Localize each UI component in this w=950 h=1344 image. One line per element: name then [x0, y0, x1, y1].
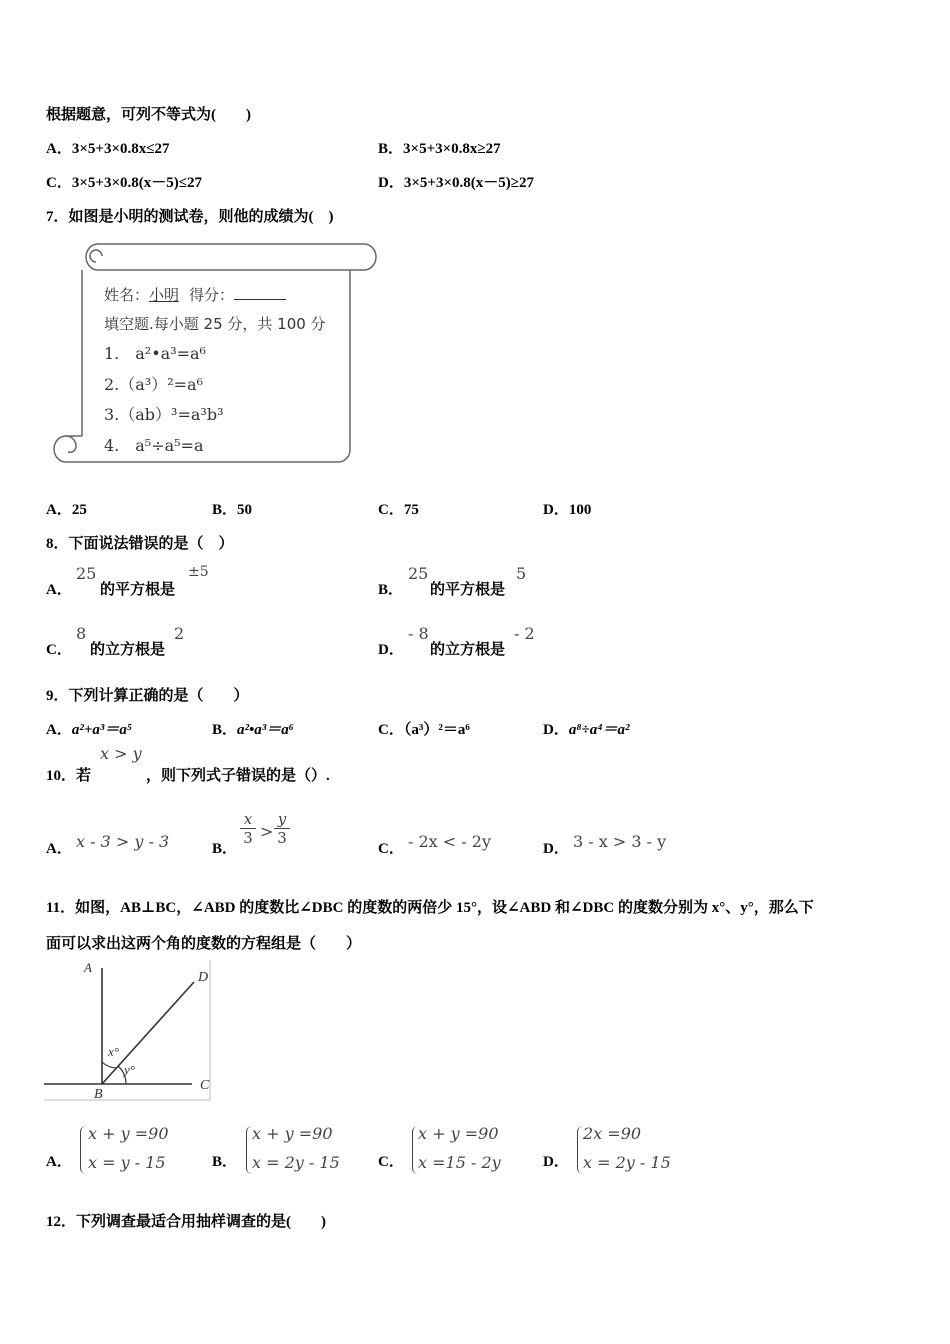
q7-option-d[interactable]: D．100 — [543, 502, 592, 518]
q9-option-a[interactable]: A．a²+a³＝a⁵ — [46, 722, 133, 738]
q12-stem: 12．下列调查最适合用抽样调查的是( ) — [46, 1214, 326, 1230]
label-d: D — [198, 970, 209, 985]
q8-option-a[interactable]: A． 25 的平方根是 ±5 — [46, 564, 209, 598]
q11-option-a[interactable]: A． x + y =90 x = y - 15 — [46, 1124, 169, 1172]
label-y: y° — [124, 1062, 135, 1077]
q7-stem: 7．如图是小明的测试卷，则他的成绩为( ) — [46, 209, 334, 225]
q7-option-b[interactable]: B．50 — [212, 502, 253, 518]
q11-option-c[interactable]: C． x + y =90 x =15 - 2y — [378, 1124, 501, 1172]
angle-lines — [44, 960, 214, 1106]
paper-item-2: 2.（a³）²=a⁶ — [104, 375, 203, 394]
test-paper-figure — [52, 240, 382, 470]
q10-condition: x > y — [100, 744, 142, 763]
q10-option-b[interactable]: B． x 3 > y 3 — [212, 810, 372, 862]
q7-option-a[interactable]: A．25 — [46, 502, 87, 518]
paper-item-3: 3.（ab）³=a³b³ — [104, 405, 224, 424]
q9-option-b[interactable]: B．a²•a³＝a⁶ — [212, 722, 294, 738]
q9-option-c[interactable]: C．（a³）²＝a⁶ — [378, 722, 470, 738]
q8-stem: 8．下面说法错误的是（ ） — [46, 536, 234, 552]
scroll-outline — [52, 240, 382, 470]
q10-option-d[interactable]: D． 3 - x > 3 - y — [543, 832, 667, 857]
system-brace — [80, 1126, 86, 1174]
arc-x — [102, 1062, 117, 1068]
q10-option-c[interactable]: C． - 2x < - 2y — [378, 832, 491, 857]
q9-option-d[interactable]: D．a⁸÷a⁴＝a² — [543, 722, 630, 738]
q9-stem: 9．下列计算正确的是（ ） — [46, 688, 249, 704]
q10-stem: 10．若 x > y ，则下列式子错误的是（）. — [46, 744, 330, 784]
label-c: C — [200, 1078, 210, 1093]
q11-option-b[interactable]: B． x + y =90 x = 2y - 15 — [212, 1124, 340, 1172]
score-blank — [234, 299, 286, 300]
q8-option-d[interactable]: D． - 8 的立方根是 - 2 — [378, 624, 535, 658]
label-x: x° — [108, 1044, 119, 1059]
q6-option-a[interactable]: A．3×5+3×0.8x≤27 — [46, 141, 170, 157]
q6-option-d[interactable]: D．3×5+3×0.8(x－5)≥27 — [378, 175, 534, 191]
q6-option-b[interactable]: B．3×5+3×0.8x≥27 — [378, 141, 501, 157]
q11-stem-line2: 面可以求出这两个角的度数的方程组是（ ） — [46, 936, 362, 952]
q11-option-d[interactable]: D． 2x =90 x = 2y - 15 — [543, 1124, 671, 1172]
angle-figure — [44, 960, 214, 1106]
label-a: A — [84, 960, 92, 975]
paper-student-name: 小明 — [149, 286, 180, 304]
q8-option-b[interactable]: B． 25 的平方根是 5 — [378, 564, 527, 598]
q6-option-c[interactable]: C．3×5+3×0.8(x－5)≤27 — [46, 175, 202, 191]
q10-option-a[interactable]: A． x - 3 > y - 3 — [46, 832, 170, 857]
ray-bd — [102, 982, 194, 1084]
paper-item-4: 4. a⁵÷a⁵=a — [104, 436, 204, 455]
paper-item-1: 1. a²•a³=a⁶ — [104, 344, 206, 363]
q8-option-c[interactable]: C． 8 的立方根是 2 — [46, 624, 185, 658]
q7-option-c[interactable]: C．75 — [378, 502, 419, 518]
paper-name-row: 姓名：小明 得分： — [104, 284, 286, 305]
q11-stem-line1: 11．如图，AB⊥BC，∠ABD 的度数比∠DBC 的度数的两倍少 15°，设∠ABD 和∠DBC 的度数分别为 x°、y°，那么下 — [46, 900, 814, 916]
q6-stem: 根据题意，可列不等式为( ) — [46, 107, 251, 123]
paper-instructions: 填空题.每小题 25 分，共 100 分 — [104, 315, 326, 333]
label-b: B — [94, 1087, 103, 1102]
